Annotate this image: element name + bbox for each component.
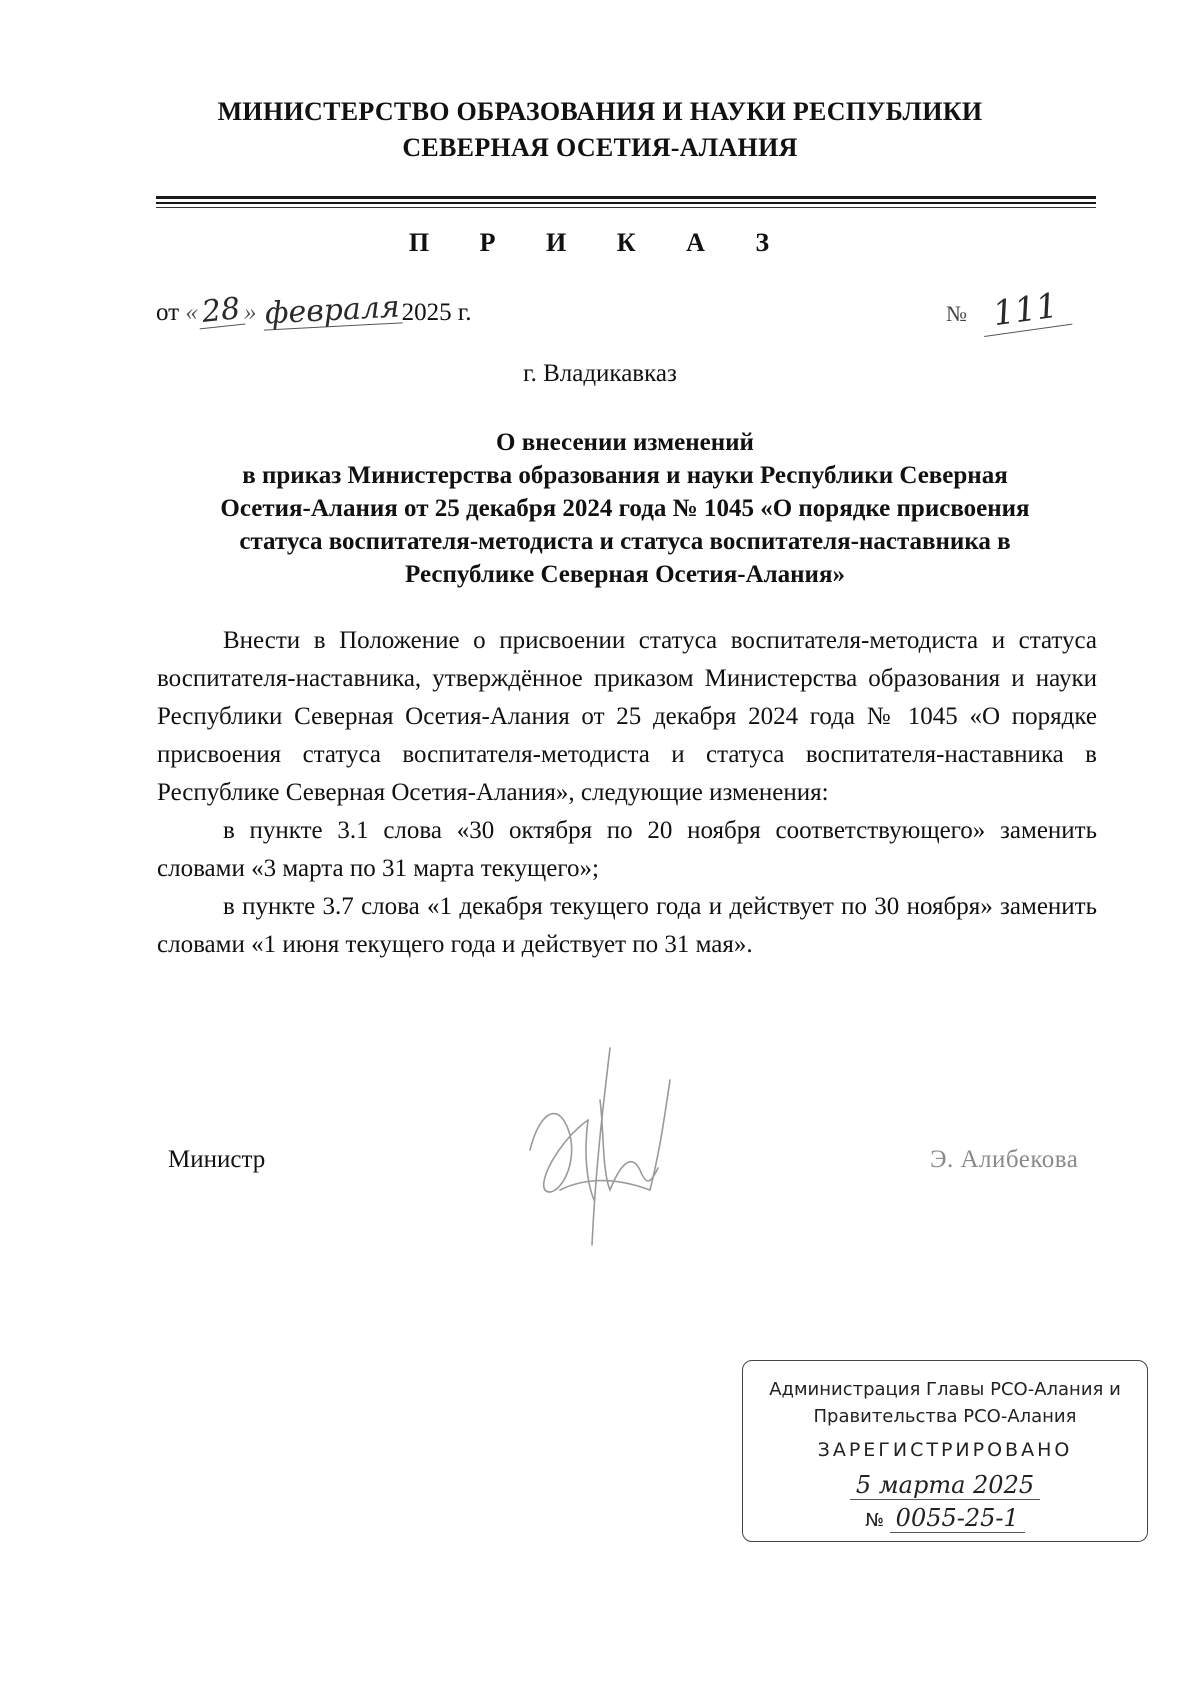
- registration-stamp: [742, 1360, 1148, 1542]
- order-title: [150, 426, 1100, 591]
- header-divider: [156, 196, 1096, 208]
- order-date: [156, 289, 472, 332]
- order-number-handwritten: 111: [979, 284, 1073, 337]
- title-line: статуса воспитателя-методиста и статуса воспитателя-наставника в: [239, 528, 1011, 555]
- date-close-quote: »: [244, 299, 257, 326]
- title-line: в приказ Министерства образования и науки Республики Северная: [242, 462, 1008, 489]
- document-type: П Р И К А З: [408, 228, 792, 257]
- city: г. Владикавказ: [523, 360, 677, 387]
- stamp-reg-number-handwritten: 0055-25-1: [890, 1504, 1025, 1533]
- title-line: Республике Северная Осетия-Алания»: [405, 561, 845, 588]
- title-line: О внесении изменений: [496, 429, 754, 456]
- body-paragraph: в пункте 3.1 слова «30 октября по 20 ноября соответствующего» заменить словами «3 марта по 31 марта текущего»;: [157, 817, 1097, 882]
- date-month-handwritten: февраля: [263, 289, 401, 332]
- signatory-role: Министр: [168, 1146, 266, 1173]
- stamp-date-handwritten: 5 марта 2025: [850, 1471, 1040, 1500]
- date-prefix: от: [156, 299, 180, 326]
- order-body: [157, 622, 1097, 964]
- signature-block: [0, 1120, 1200, 1260]
- order-number-label: №: [946, 301, 967, 326]
- body-paragraph: в пункте 3.7 слова «1 декабря текущего года и действует по 30 ноября» заменить словами «1 июня текущего года и действует по 31 мая».: [157, 893, 1097, 958]
- body-paragraph: Внести в Положение о присвоении статуса воспитателя-методиста и статуса воспитателя-наставника, утверждённое приказом Министерства образования и науки Республики Северная Осетия-Алания от 25 декабря 2024 года № 1045 «О порядке присвоения статуса воспитателя-методиста и статуса воспитателя-наставника в Республике Северная Осетия-Алания», следующие изменения:: [157, 627, 1097, 806]
- stamp-line2: Правительства РСО-Алания: [813, 1406, 1077, 1427]
- order-number: [946, 285, 1070, 335]
- signatory-name: Э. Алибекова: [930, 1146, 1079, 1173]
- date-day-handwritten: 28: [196, 294, 245, 330]
- title-line: Осетия-Алания от 25 декабря 2024 года № 1045 «О порядке присвоения: [220, 495, 1030, 522]
- ministry-header-line2: СЕВЕРНАЯ ОСЕТИЯ-АЛАНИЯ: [402, 133, 798, 162]
- stamp-reg-label: №: [865, 1510, 884, 1531]
- date-year: 2025 г.: [401, 299, 472, 326]
- handwritten-signature: [500, 1040, 700, 1260]
- stamp-line1: Администрация Главы РСО-Алания и: [769, 1379, 1121, 1400]
- date-open-quote: «: [185, 299, 198, 326]
- stamp-registered: ЗАРЕГИСТРИРОВАНО: [817, 1439, 1073, 1461]
- ministry-header: [0, 94, 1200, 166]
- stamp-registration-number: [743, 1504, 1147, 1533]
- ministry-header-line1: МИНИСТЕРСТВО ОБРАЗОВАНИЯ И НАУКИ РЕСПУБЛИКИ: [217, 97, 983, 126]
